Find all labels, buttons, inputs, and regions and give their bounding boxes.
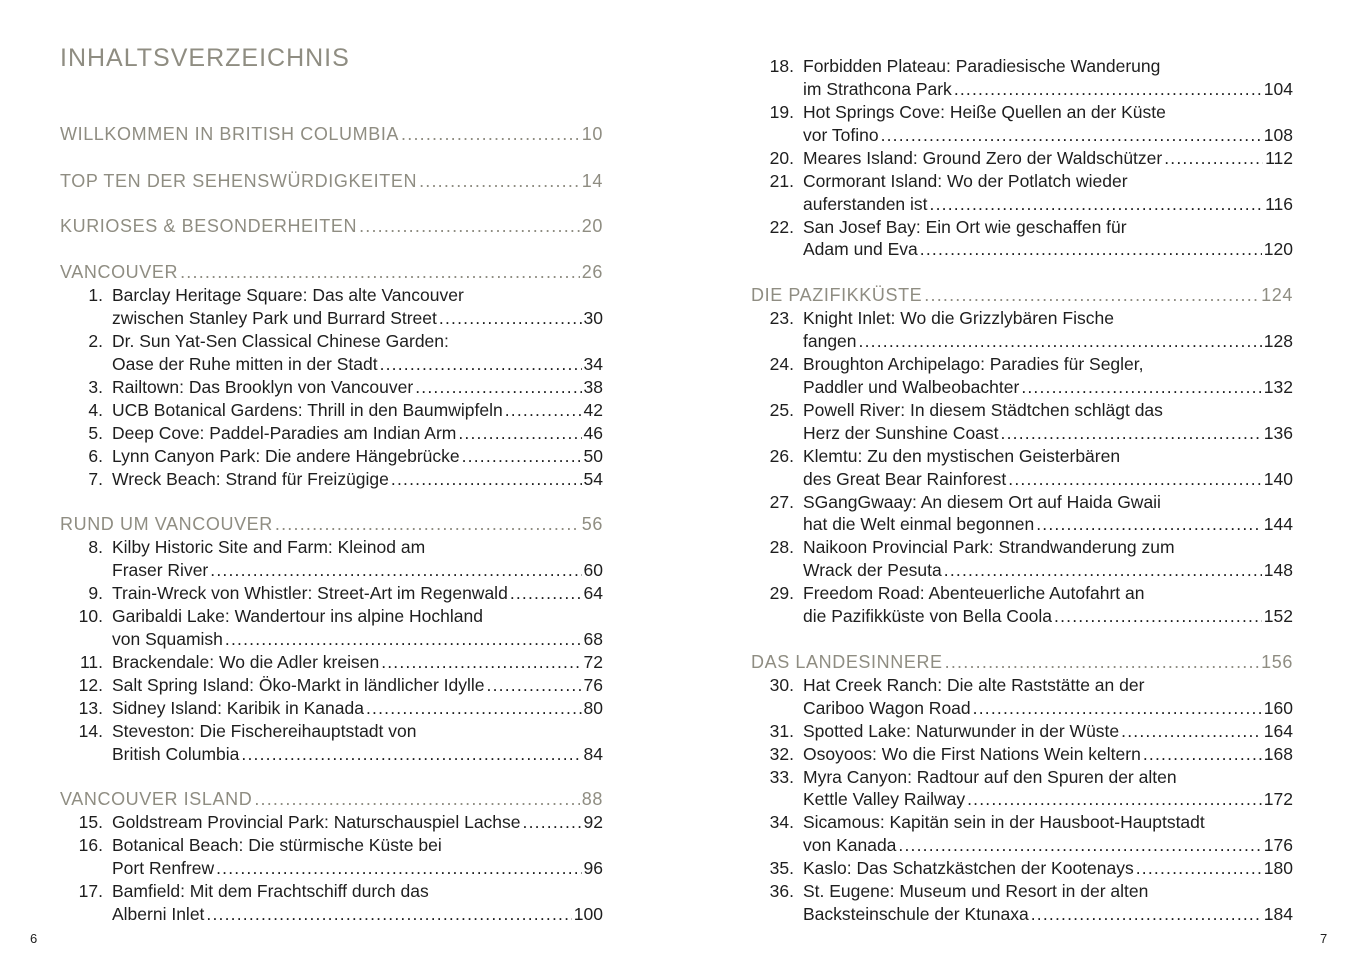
entry-title: San Josef Bay: Ein Ort wie geschaffen für xyxy=(803,217,1127,237)
toc-entry xyxy=(751,536,1293,559)
entry-title: Herz der Sunshine Coast xyxy=(803,423,999,443)
entry-number: 5. xyxy=(88,423,103,443)
entry-title: des Great Bear Rainforest xyxy=(803,469,1007,489)
entry-number: 18. xyxy=(769,56,794,76)
dot-leader xyxy=(967,788,1262,811)
toc-section xyxy=(60,261,603,284)
dot-leader xyxy=(881,124,1262,147)
toc-entry xyxy=(60,307,603,330)
page-ref: 100 xyxy=(573,904,603,924)
page-ref: 172 xyxy=(1263,789,1293,809)
page-ref: 72 xyxy=(583,652,603,672)
toc-entry xyxy=(751,559,1293,582)
toc-entry xyxy=(60,445,603,468)
page-ref: 116 xyxy=(1265,194,1293,214)
entry-title: Spotted Lake: Naturwunder in der Wüste xyxy=(803,721,1120,741)
toc-entry xyxy=(751,193,1293,216)
page-ref: 112 xyxy=(1265,148,1293,168)
page-ref: 64 xyxy=(583,583,603,603)
entry-number: 10. xyxy=(78,606,103,626)
entry-number: 3. xyxy=(88,377,103,397)
entry-title: SGangGwaay: An diesem Ort auf Haida Gwaii xyxy=(803,492,1161,512)
entry-number: 26. xyxy=(769,446,794,466)
page-ref: 92 xyxy=(583,812,603,832)
page-ref: 152 xyxy=(1263,606,1293,626)
entry-title: St. Eugene: Museum und Resort in der alten xyxy=(803,881,1149,901)
entry-title: hat die Welt einmal begonnen xyxy=(803,514,1035,534)
section-title: KURIOSES & BESONDERHEITEN xyxy=(60,216,358,236)
toc-entry xyxy=(60,559,603,582)
entry-title: Steveston: Die Fischereihauptstadt von xyxy=(112,721,417,741)
toc-entry xyxy=(751,307,1293,330)
dot-leader xyxy=(225,628,582,651)
entry-title: im Strathcona Park xyxy=(803,79,952,99)
dot-leader xyxy=(945,651,1260,674)
toc-entry xyxy=(60,720,603,743)
toc-entry xyxy=(751,330,1293,353)
toc-entry xyxy=(751,491,1293,514)
page-ref: 14 xyxy=(581,171,603,191)
toc-entry xyxy=(751,857,1293,880)
toc-entry xyxy=(60,903,603,926)
entry-number: 8. xyxy=(88,537,103,557)
entry-title: auferstanden ist xyxy=(803,194,928,214)
page-ref: 140 xyxy=(1263,469,1293,489)
page-ref: 34 xyxy=(583,354,603,374)
entry-number: 32. xyxy=(769,744,794,764)
entry-number: 11. xyxy=(79,652,103,672)
toc-entry xyxy=(751,445,1293,468)
dot-leader xyxy=(898,834,1261,857)
entry-title: Oase der Ruhe mitten in der Stadt xyxy=(112,354,378,374)
page-ref: 184 xyxy=(1263,904,1293,924)
dot-leader xyxy=(859,330,1262,353)
dot-leader xyxy=(254,788,579,811)
dot-leader xyxy=(439,307,582,330)
page-ref: 148 xyxy=(1263,560,1293,580)
entry-title: Dr. Sun Yat-Sen Classical Chinese Garden: xyxy=(112,331,449,351)
entry-title: Freedom Road: Abenteuerliche Autofahrt an xyxy=(803,583,1145,603)
page-ref: 120 xyxy=(1263,239,1293,259)
toc-entry xyxy=(751,422,1293,445)
entry-number: 19. xyxy=(769,102,794,122)
toc-entry xyxy=(60,674,603,697)
toc-entry xyxy=(751,170,1293,193)
toc-entry xyxy=(60,353,603,376)
entry-number: 2. xyxy=(88,331,103,351)
dot-leader xyxy=(380,353,582,376)
toc-section xyxy=(60,215,603,238)
page-ref: 144 xyxy=(1263,514,1293,534)
toc-entry xyxy=(60,834,603,857)
dot-leader xyxy=(505,399,582,422)
entry-number: 16. xyxy=(78,835,103,855)
toc-entry xyxy=(751,605,1293,628)
dot-leader xyxy=(275,513,580,536)
dot-leader xyxy=(415,376,581,399)
toc-entry xyxy=(751,582,1293,605)
toc-entry xyxy=(60,582,603,605)
entry-title: Osoyoos: Wo die First Nations Wein keltern xyxy=(803,744,1141,764)
entry-number: 7. xyxy=(88,469,103,489)
entry-title: Train-Wreck von Whistler: Street-Art im Regenwald xyxy=(112,583,508,603)
page-ref: 108 xyxy=(1263,125,1293,145)
entry-title: Knight Inlet: Wo die Grizzlybären Fische xyxy=(803,308,1114,328)
entry-title: Wrack der Pesuta xyxy=(803,560,942,580)
entry-title: die Pazifikküste von Bella Coola xyxy=(803,606,1053,626)
dot-leader xyxy=(241,743,581,766)
page-ref: 60 xyxy=(583,560,603,580)
page-ref: 156 xyxy=(1261,652,1293,672)
page-ref: 180 xyxy=(1263,858,1293,878)
toc-entry xyxy=(751,811,1293,834)
section-title: VANCOUVER xyxy=(60,262,179,282)
toc-entry xyxy=(751,216,1293,239)
entry-title: Fraser River xyxy=(112,560,209,580)
entry-title: Klemtu: Zu den mystischen Geisterbären xyxy=(803,446,1121,466)
toc-entry xyxy=(751,766,1293,789)
dot-leader xyxy=(1021,376,1261,399)
entry-number: 1. xyxy=(88,285,103,305)
section-title: RUND UM VANCOUVER xyxy=(60,514,273,534)
entry-number: 30. xyxy=(769,675,794,695)
entry-title: fangen xyxy=(803,331,857,351)
dot-leader xyxy=(1143,743,1262,766)
entry-title: Broughton Archipelago: Paradies für Segler, xyxy=(803,354,1144,374)
entry-title: Lynn Canyon Park: Die andere Hängebrücke xyxy=(112,446,460,466)
page-ref: 84 xyxy=(583,744,603,764)
page-number-left: 6 xyxy=(30,931,38,946)
dot-leader xyxy=(1031,903,1262,926)
entry-number: 23. xyxy=(769,308,794,328)
section-title: TOP TEN DER SEHENSWÜRDIGKEITEN xyxy=(60,171,418,191)
toc-entry xyxy=(751,238,1293,261)
entry-number: 14. xyxy=(78,721,103,741)
page-ref: 38 xyxy=(583,377,603,397)
toc-entry xyxy=(751,124,1293,147)
page-ref: 56 xyxy=(581,514,603,534)
toc-entry xyxy=(751,834,1293,857)
toc-heading: INHALTSVERZEICHNIS xyxy=(60,44,350,72)
toc-section xyxy=(60,170,603,193)
section-title: DIE PAZIFIKKÜSTE xyxy=(751,285,923,305)
dot-leader xyxy=(1054,605,1262,628)
entry-number: 31. xyxy=(769,721,794,741)
page-ref: 176 xyxy=(1263,835,1293,855)
entry-number: 25. xyxy=(769,400,794,420)
toc-entry xyxy=(751,376,1293,399)
toc-section xyxy=(751,651,1293,674)
dot-leader xyxy=(210,559,581,582)
toc-entry xyxy=(60,376,603,399)
entry-title: Hat Creek Ranch: Die alte Raststätte an der xyxy=(803,675,1145,695)
entry-title: vor Tofino xyxy=(803,125,879,145)
entry-number: 9. xyxy=(88,583,103,603)
toc-section xyxy=(751,284,1293,307)
section-title: DAS LANDESINNERE xyxy=(751,652,943,672)
dot-leader xyxy=(1008,468,1262,491)
entry-number: 15. xyxy=(78,812,103,832)
toc-entry xyxy=(751,743,1293,766)
toc-entry xyxy=(60,743,603,766)
entry-number: 34. xyxy=(769,812,794,832)
toc-entry xyxy=(751,147,1293,170)
entry-number: 13. xyxy=(78,698,103,718)
page-ref: 124 xyxy=(1261,285,1293,305)
entry-title: Adam und Eva xyxy=(803,239,918,259)
entry-title: Port Renfrew xyxy=(112,858,215,878)
entry-number: 6. xyxy=(88,446,103,466)
toc-entry xyxy=(751,674,1293,697)
dot-leader xyxy=(523,811,582,834)
page-ref: 26 xyxy=(581,262,603,282)
page-ref: 96 xyxy=(583,858,603,878)
entry-title: Brackendale: Wo die Adler kreisen xyxy=(112,652,380,672)
entry-title: Bamfield: Mit dem Frachtschiff durch das xyxy=(112,881,429,901)
dot-leader xyxy=(510,582,582,605)
page-ref: 104 xyxy=(1263,79,1293,99)
page-ref: 68 xyxy=(583,629,603,649)
toc-entry xyxy=(60,651,603,674)
entry-title: Kaslo: Das Schatzkästchen der Kootenays xyxy=(803,858,1134,878)
page-ref: 50 xyxy=(583,446,603,466)
toc-section xyxy=(60,788,603,811)
entry-title: Forbidden Plateau: Paradiesische Wanderung xyxy=(803,56,1161,76)
entry-title: von Kanada xyxy=(803,835,897,855)
dot-leader xyxy=(944,559,1262,582)
dot-leader xyxy=(366,697,582,720)
toc-entry xyxy=(60,880,603,903)
dot-leader xyxy=(1136,857,1262,880)
toc-entry xyxy=(60,697,603,720)
dot-leader xyxy=(462,445,582,468)
toc-entry xyxy=(60,628,603,651)
entry-title: British Columbia xyxy=(112,744,240,764)
page-ref: 20 xyxy=(581,216,603,236)
dot-leader xyxy=(401,123,580,146)
entry-title: Goldstream Provincial Park: Naturschauspiel Lachse xyxy=(112,812,521,832)
entry-title: Alberni Inlet xyxy=(112,904,205,924)
section-title: VANCOUVER ISLAND xyxy=(60,789,253,809)
dot-leader xyxy=(954,78,1262,101)
entry-title: Kilby Historic Site and Farm: Kleinod am xyxy=(112,537,426,557)
page-ref: 10 xyxy=(581,124,603,144)
toc-entry xyxy=(60,468,603,491)
toc-entry xyxy=(751,720,1293,743)
entry-title: Railtown: Das Brooklyn von Vancouver xyxy=(112,377,414,397)
entry-title: Cariboo Wagon Road xyxy=(803,698,971,718)
toc-entry xyxy=(751,880,1293,903)
section-title: WILLKOMMEN IN BRITISH COLUMBIA xyxy=(60,124,400,144)
toc-entry xyxy=(60,605,603,628)
entry-title: Salt Spring Island: Öko-Markt in ländlicher Idylle xyxy=(112,675,485,695)
toc-entry xyxy=(60,399,603,422)
toc-entry xyxy=(751,78,1293,101)
toc-entry xyxy=(751,513,1293,536)
right-page xyxy=(679,0,1358,974)
toc-entry xyxy=(751,697,1293,720)
dot-leader xyxy=(458,422,581,445)
dot-leader xyxy=(973,697,1262,720)
page-ref: 46 xyxy=(583,423,603,443)
toc-entry xyxy=(751,788,1293,811)
entry-title: Deep Cove: Paddel-Paradies am Indian Arm xyxy=(112,423,457,443)
entry-title: Barclay Heritage Square: Das alte Vancouver xyxy=(112,285,464,305)
toc-entry xyxy=(60,811,603,834)
entry-title: Myra Canyon: Radtour auf den Spuren der alten xyxy=(803,767,1177,787)
entry-number: 28. xyxy=(769,537,794,557)
toc-entry xyxy=(751,903,1293,926)
page-number-right: 7 xyxy=(1320,931,1328,946)
entry-title: Naikoon Provincial Park: Strandwanderung zum xyxy=(803,537,1175,557)
toc-entry xyxy=(751,101,1293,124)
toc-entry xyxy=(60,536,603,559)
entry-title: Sidney Island: Karibik in Kanada xyxy=(112,698,364,718)
toc-section xyxy=(60,513,603,536)
dot-leader xyxy=(924,284,1259,307)
dot-leader xyxy=(1164,147,1263,170)
page-ref: 54 xyxy=(583,469,603,489)
page-ref: 160 xyxy=(1263,698,1293,718)
dot-leader xyxy=(216,857,581,880)
dot-leader xyxy=(180,261,580,284)
toc-entry xyxy=(60,330,603,353)
entry-title: Paddler und Walbeobachter xyxy=(803,377,1020,397)
entry-number: 17. xyxy=(78,881,103,901)
entry-title: Meares Island: Ground Zero der Waldschützer xyxy=(803,148,1163,168)
dot-leader xyxy=(1121,720,1262,743)
dot-leader xyxy=(206,903,571,926)
entry-title: Backsteinschule der Ktunaxa xyxy=(803,904,1029,924)
entry-title: Hot Springs Cove: Heiße Quellen an der Küste xyxy=(803,102,1166,122)
dot-leader xyxy=(920,238,1262,261)
page-ref: 168 xyxy=(1263,744,1293,764)
page-ref: 88 xyxy=(581,789,603,809)
entry-number: 35. xyxy=(769,858,794,878)
entry-title: Kettle Valley Railway xyxy=(803,789,966,809)
entry-title: Powell River: In diesem Städtchen schlägt das xyxy=(803,400,1163,420)
dot-leader xyxy=(419,170,580,193)
page-ref: 164 xyxy=(1263,721,1293,741)
toc-entry xyxy=(751,353,1293,376)
dot-leader xyxy=(930,193,1264,216)
entry-title: UCB Botanical Gardens: Thrill in den Baumwipfeln xyxy=(112,400,503,420)
entry-number: 36. xyxy=(769,881,794,901)
toc-entry xyxy=(60,284,603,307)
dot-leader xyxy=(1001,422,1262,445)
toc-entry xyxy=(60,422,603,445)
page-ref: 132 xyxy=(1263,377,1293,397)
page-ref: 76 xyxy=(583,675,603,695)
entry-number: 24. xyxy=(769,354,794,374)
entry-title: zwischen Stanley Park und Burrard Street xyxy=(112,308,437,328)
entry-title: Wreck Beach: Strand für Freizügige xyxy=(112,469,389,489)
page-ref: 128 xyxy=(1263,331,1293,351)
entry-number: 12. xyxy=(78,675,103,695)
entry-number: 21. xyxy=(769,171,794,191)
entry-title: Garibaldi Lake: Wandertour ins alpine Hochland xyxy=(112,606,483,626)
dot-leader xyxy=(391,468,582,491)
entry-number: 20. xyxy=(769,148,794,168)
toc-entry xyxy=(751,468,1293,491)
page-ref: 80 xyxy=(583,698,603,718)
entry-number: 29. xyxy=(769,583,794,603)
entry-title: von Squamish xyxy=(112,629,223,649)
toc-section xyxy=(60,123,603,146)
dot-leader xyxy=(1036,513,1262,536)
entry-title: Cormorant Island: Wo der Potlatch wieder xyxy=(803,171,1128,191)
entry-number: 4. xyxy=(88,400,103,420)
entry-number: 22. xyxy=(769,217,794,237)
toc-entry xyxy=(751,399,1293,422)
entry-number: 33. xyxy=(769,767,794,787)
toc-entry xyxy=(60,857,603,880)
page-ref: 30 xyxy=(583,308,603,328)
dot-leader xyxy=(381,651,581,674)
dot-leader xyxy=(487,674,582,697)
page-ref: 42 xyxy=(583,400,603,420)
entry-title: Sicamous: Kapitän sein in der Hausboot-Hauptstadt xyxy=(803,812,1205,832)
page-ref: 136 xyxy=(1263,423,1293,443)
dot-leader xyxy=(359,215,580,238)
entry-number: 27. xyxy=(769,492,794,512)
toc-entry xyxy=(751,55,1293,78)
entry-title: Botanical Beach: Die stürmische Küste bei xyxy=(112,835,442,855)
